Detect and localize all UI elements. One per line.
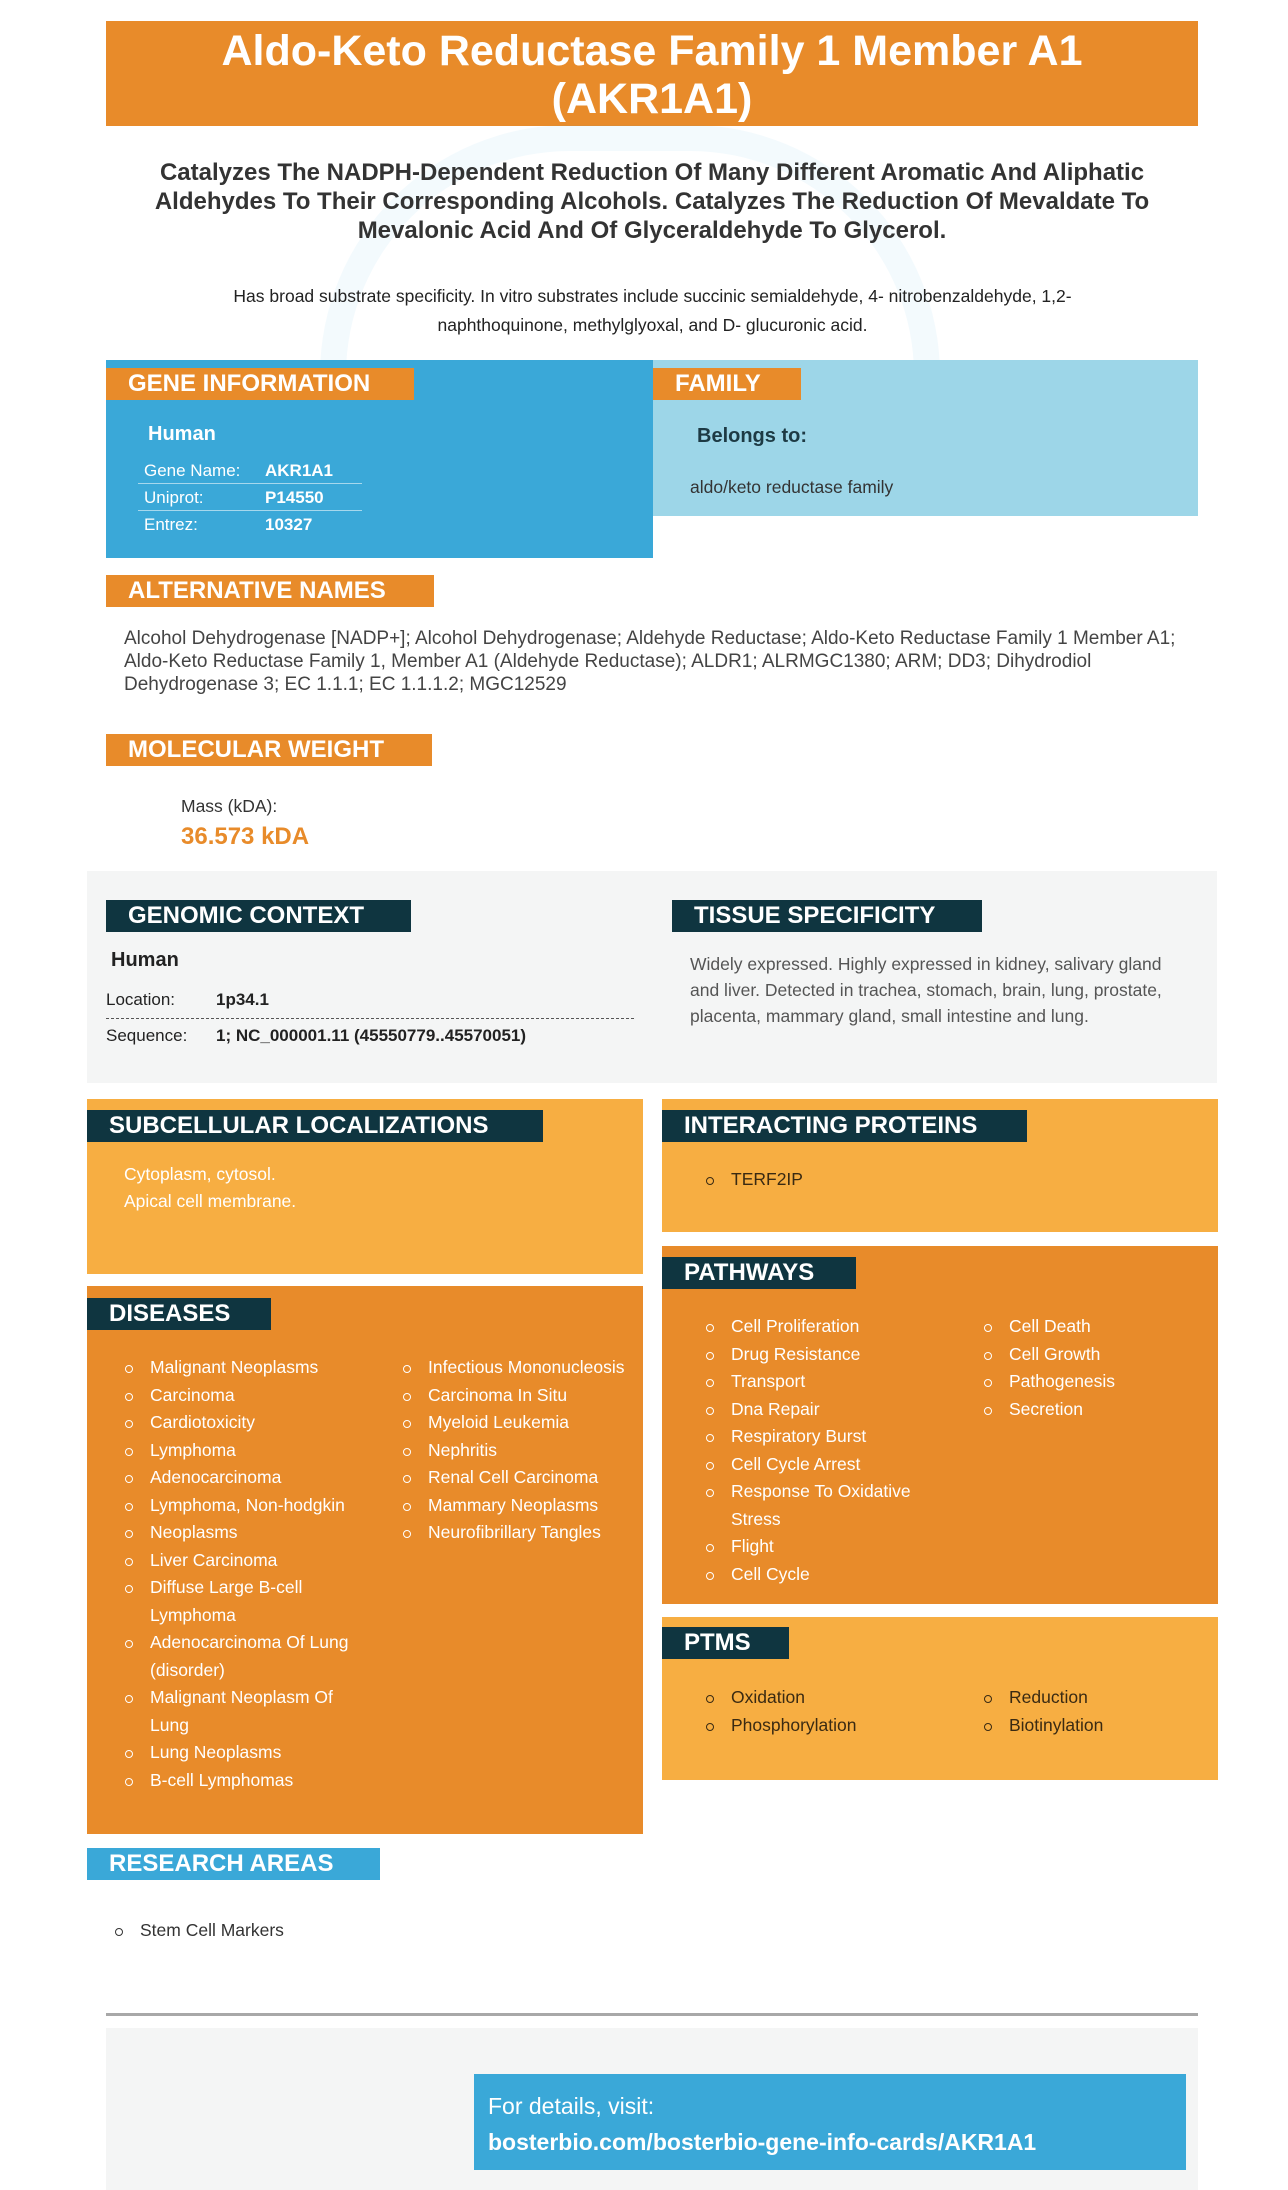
list-item: Cell Proliferation <box>706 1313 956 1341</box>
uniprot-value: P14550 <box>265 488 324 507</box>
list-item: Cell Growth <box>984 1341 1204 1369</box>
list-item: Carcinoma <box>125 1382 355 1410</box>
genomic-species: Human <box>111 949 179 971</box>
title-line-2: (AKR1A1) <box>551 75 753 123</box>
sequence-value: 1; NC_000001.11 (45550779..45570051) <box>216 1026 527 1045</box>
gene-species: Human <box>148 423 216 445</box>
list-item: Cardiotoxicity <box>125 1409 355 1437</box>
gene-info-row <box>138 511 362 538</box>
entrez-label: Entrez: <box>144 515 198 534</box>
mass-label: Mass (kDA): <box>181 796 278 816</box>
uniprot-label: Uniprot: <box>144 488 204 507</box>
tissue-specificity-heading: TISSUE SPECIFICITY <box>672 900 982 932</box>
title-line-1: Aldo-Keto Reductase Family 1 Member A1 <box>221 27 1083 75</box>
list-item: Adenocarcinoma Of Lung (disorder) <box>125 1629 355 1684</box>
footer-intro: For details, visit: <box>488 2093 655 2119</box>
list-item: Transport <box>706 1368 956 1396</box>
list-item: Response To Oxidative Stress <box>706 1478 956 1533</box>
list-item: Biotinylation <box>984 1712 1204 1740</box>
location-value: 1p34.1 <box>216 990 269 1009</box>
genomic-context-heading: GENOMIC CONTEXT <box>106 900 411 932</box>
list-item: Flight <box>706 1533 956 1561</box>
list-item: Neurofibrillary Tangles <box>403 1519 633 1547</box>
gene-name-label: Gene Name: <box>144 461 241 480</box>
alternative-names-text: Alcohol Dehydrogenase [NADP+]; Alcohol Dehydrogenase; Aldehyde Reductase; Aldo-Keto Reductase Family 1 Member A1; Aldo-Keto Reductase Family 1, Member A1 (Aldehyde Reductase); ALDR1; ALRMGC1380; ARM; DD3; Dihydrodiol Dehydrogenase 3; EC 1.1.1; EC 1.1.1.2; MGC12529 <box>124 628 1176 695</box>
list-item: Infectious Mononucleosis <box>403 1354 633 1382</box>
sequence-row <box>106 1023 526 1049</box>
interacting-proteins-heading: INTERACTING PROTEINS <box>662 1110 1027 1142</box>
gene-info-table <box>138 457 362 538</box>
list-item: Secretion <box>984 1396 1204 1424</box>
pathways-list-col1 <box>706 1313 956 1588</box>
family-belongs-label: Belongs to: <box>697 425 807 447</box>
list-item: Drug Resistance <box>706 1341 956 1369</box>
list-item: Dna Repair <box>706 1396 956 1424</box>
summary-detail: Has broad substrate specificity. In vitro substrates include succinic semialdehyde, 4- nitrobenzaldehyde, 1,2-naphthoquinone, methylglyoxal, and D- glucuronic acid. <box>233 286 1072 335</box>
list-item: Adenocarcinoma <box>125 1464 355 1492</box>
list-item: Cell Cycle Arrest <box>706 1451 956 1479</box>
context-divider <box>106 1018 634 1019</box>
list-item: Malignant Neoplasm Of Lung <box>125 1684 355 1739</box>
diseases-list-col1 <box>125 1354 355 1794</box>
footer-divider <box>106 2013 1198 2016</box>
footer-link[interactable]: bosterbio.com/bosterbio-gene-info-cards/AKR1A1 <box>488 2129 1037 2155</box>
list-item: Oxidation <box>706 1684 956 1712</box>
list-item: Lymphoma <box>125 1437 355 1465</box>
gene-information-heading: GENE INFORMATION <box>106 368 414 400</box>
sequence-label: Sequence: <box>106 1026 188 1045</box>
diseases-list-col2 <box>403 1354 633 1547</box>
location-row <box>106 987 269 1013</box>
mass-value: 36.573 kDA <box>181 823 310 850</box>
list-item: Liver Carcinoma <box>125 1547 355 1575</box>
footer-cta <box>474 2074 1186 2170</box>
molecular-weight-heading: MOLECULAR WEIGHT <box>106 734 432 766</box>
subcellular-heading: SUBCELLULAR LOCALIZATIONS <box>87 1110 543 1142</box>
list-item: B-cell Lymphomas <box>125 1767 355 1795</box>
subcellular-list <box>124 1161 296 1215</box>
list-item: Malignant Neoplasms <box>125 1354 355 1382</box>
subcellular-item: Cytoplasm, cytosol. <box>124 1164 276 1184</box>
diseases-heading: DISEASES <box>87 1298 271 1330</box>
page-title <box>106 21 1198 126</box>
list-item: Renal Cell Carcinoma <box>403 1464 633 1492</box>
family-value: aldo/keto reductase family <box>690 477 894 497</box>
ptms-heading: PTMS <box>662 1627 789 1659</box>
list-item: Cell Death <box>984 1313 1204 1341</box>
gene-name-value: AKR1A1 <box>265 461 334 480</box>
list-item: Diffuse Large B-cell Lymphoma <box>125 1574 355 1629</box>
pathways-list-col2 <box>984 1313 1204 1423</box>
interacting-proteins-list <box>706 1166 803 1194</box>
entrez-value: 10327 <box>265 515 313 534</box>
list-item: Reduction <box>984 1684 1204 1712</box>
list-item: Respiratory Burst <box>706 1423 956 1451</box>
pathways-heading: PATHWAYS <box>662 1257 856 1289</box>
list-item: Phosphorylation <box>706 1712 956 1740</box>
research-areas-heading: RESEARCH AREAS <box>87 1848 380 1880</box>
list-item: Mammary Neoplasms <box>403 1492 633 1520</box>
family-heading: FAMILY <box>653 368 801 400</box>
list-item: Carcinoma In Situ <box>403 1382 633 1410</box>
summary-lead: Catalyzes The NADPH-Dependent Reduction Of Many Different Aromatic And Aliphatic Aldehydes To Their Corresponding Alcohols. Catalyzes The Reduction Of Mevaldate To Mevalonic Acid And Of Glyceraldehyde To Glycerol. <box>154 159 1150 244</box>
list-item: TERF2IP <box>706 1166 803 1194</box>
list-item: Lung Neoplasms <box>125 1739 355 1767</box>
ptms-list-col1 <box>706 1684 956 1739</box>
list-item: Cell Cycle <box>706 1561 956 1589</box>
ptms-list-col2 <box>984 1684 1204 1739</box>
research-areas-list <box>115 1917 284 1945</box>
gene-info-row <box>138 457 362 484</box>
list-item: Pathogenesis <box>984 1368 1204 1396</box>
list-item: Nephritis <box>403 1437 633 1465</box>
subcellular-item: Apical cell membrane. <box>124 1191 297 1211</box>
tissue-specificity-text: Widely expressed. Highly expressed in kidney, salivary gland and liver. Detected in trachea, stomach, brain, lung, prostate, placenta, mammary gland, small intestine and lung. <box>690 954 1162 1026</box>
gene-info-row <box>138 484 362 511</box>
list-item: Stem Cell Markers <box>115 1917 284 1945</box>
list-item: Lymphoma, Non-hodgkin <box>125 1492 355 1520</box>
list-item: Myeloid Leukemia <box>403 1409 633 1437</box>
alternative-names-heading: ALTERNATIVE NAMES <box>106 575 434 607</box>
list-item: Neoplasms <box>125 1519 355 1547</box>
location-label: Location: <box>106 990 175 1009</box>
